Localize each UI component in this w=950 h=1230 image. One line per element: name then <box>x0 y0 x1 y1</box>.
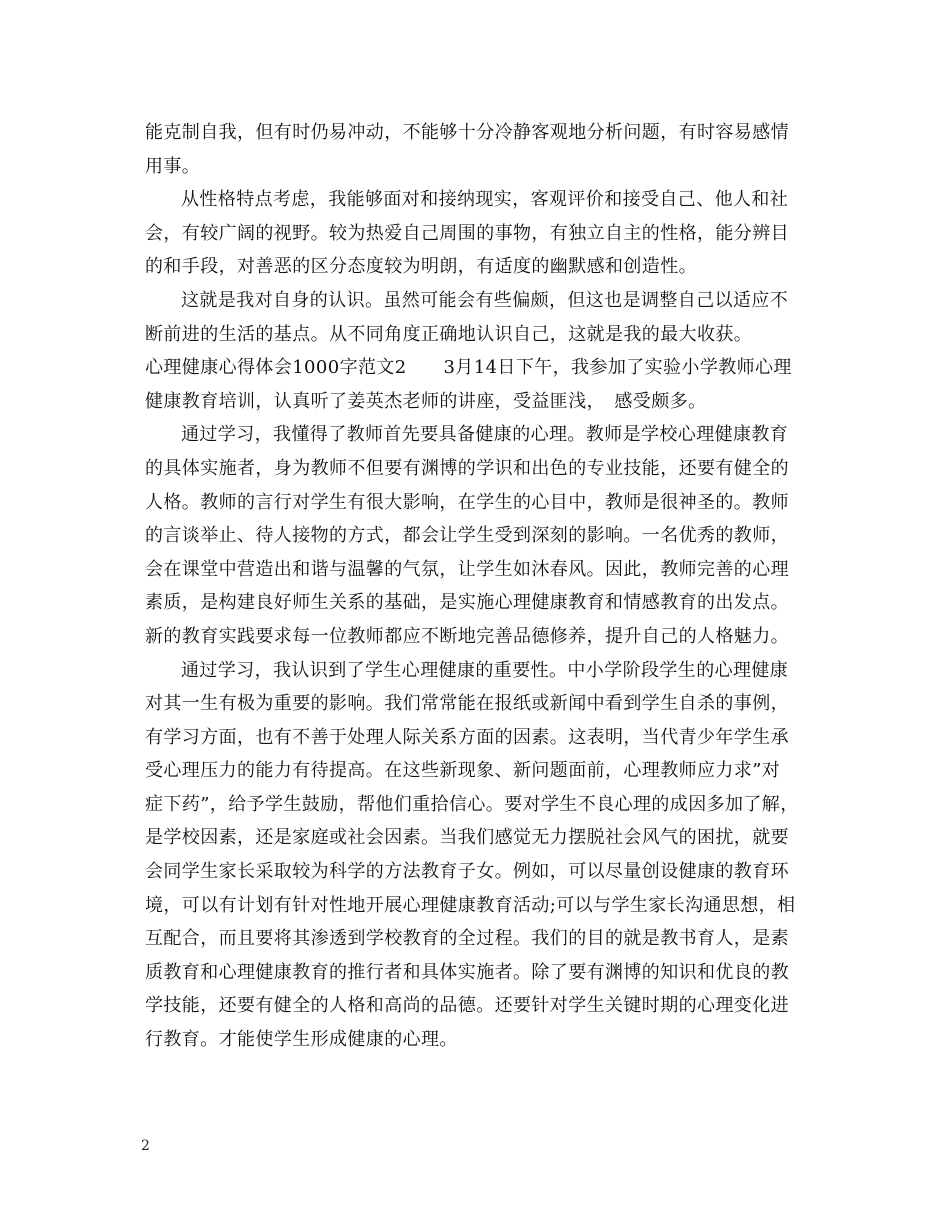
text-line: 会，有较广阔的视野。较为热爱自己周围的事物，有独立自主的性格，能分辨目 <box>145 222 789 244</box>
text-line: 会在课堂中营造出和谐与温馨的气氛，让学生如沐春风。因此，教师完善的心理 <box>145 558 789 580</box>
text-line: 受心理压力的能力有待提高。在这些新现象、新问题面前，心理教师应力求”对 <box>145 760 781 782</box>
text-line: 行教育。才能使学生形成健康的心理。 <box>145 1029 458 1051</box>
page-number: 2 <box>141 1138 150 1154</box>
text-line: 素质，是构建良好师生关系的基础，是实施心理健康教育和情感教育的出发点。 <box>145 592 789 614</box>
paragraph-start-line: 从性格特点考虑，我能够面对和接纳现实，客观评价和接受自己、他人和社 <box>181 189 789 211</box>
paragraph-start-line: 通过学习，我认识到了学生心理健康的重要性。中小学阶段学生的心理健康 <box>181 659 789 681</box>
text-line: 的和手段，对善恶的区分态度较为明朗，有适度的幽默感和创造性。 <box>145 256 697 278</box>
text-line: 用事。 <box>145 155 201 177</box>
text-line: 的具体实施者，身为教师不但要有渊博的学识和出色的专业技能，还要有健全的 <box>145 457 789 479</box>
text-line: 新的教育实践要求每一位教师都应不断地完善品德修养，提升自己的人格魅力。 <box>145 625 789 647</box>
text-line: 会同学生家长采取较为科学的方法教育子女。例如，可以尽量创设健康的教育环 <box>145 861 789 883</box>
text-line: 能克制自我，但有时仍易冲动，不能够十分冷静客观地分析问题，有时容易感情 <box>145 122 789 143</box>
text-line: 学技能，还要有健全的人格和高尚的品德。还要针对学生关键时期的心理变化进 <box>145 995 789 1017</box>
section-heading-line: 心理健康心得体会1000字范文2 3月14日下午，我参加了实验小学教师心理 <box>145 357 792 379</box>
text-line: 的言谈举止、待人接物的方式，都会让学生受到深刻的影响。一名优秀的教师， <box>145 525 789 547</box>
text-line: 对其一生有极为重要的影响。我们常常能在报纸或新闻中看到学生自杀的事例， <box>145 693 789 715</box>
text-line: 互配合，而且要将其渗透到学校教育的全过程。我们的目的就是教书育人，是素 <box>145 928 789 950</box>
paragraph-start-line: 这就是我对自身的认识。虽然可能会有些偏颇，但这也是调整自己以适应不 <box>181 289 789 311</box>
text-line: 境，可以有计划有针对性地开展心理健康教育活动;可以与学生家长沟通思想，相 <box>145 894 796 916</box>
text-line: 有学习方面，也有不善于处理人际关系方面的因素。这表明，当代青少年学生承 <box>145 726 789 748</box>
text-line: 健康教育培训，认真听了姜英杰老师的讲座，受益匪浅， 感受颇多。 <box>145 390 707 412</box>
text-line: 质教育和心理健康教育的推行者和具体实施者。除了要有渊博的知识和优良的教 <box>145 961 789 983</box>
text-line: 是学校因素，还是家庭或社会因素。当我们感觉无力摆脱社会风气的困扰，就要 <box>145 827 789 849</box>
text-line: 症下药”，给予学生鼓励，帮他们重拾信心。要对学生不良心理的成因多加了解， <box>145 793 799 815</box>
text-line: 断前进的生活的基点。从不同角度正确地认识自己，这就是我的最大收获。 <box>145 323 753 345</box>
body-text <box>145 116 825 1057</box>
text-line: 人格。教师的言行对学生有很大影响，在学生的心目中，教师是很神圣的。教师 <box>145 491 789 513</box>
paragraph-start-line: 通过学习，我懂得了教师首先要具备健康的心理。教师是学校心理健康教育 <box>181 424 789 446</box>
